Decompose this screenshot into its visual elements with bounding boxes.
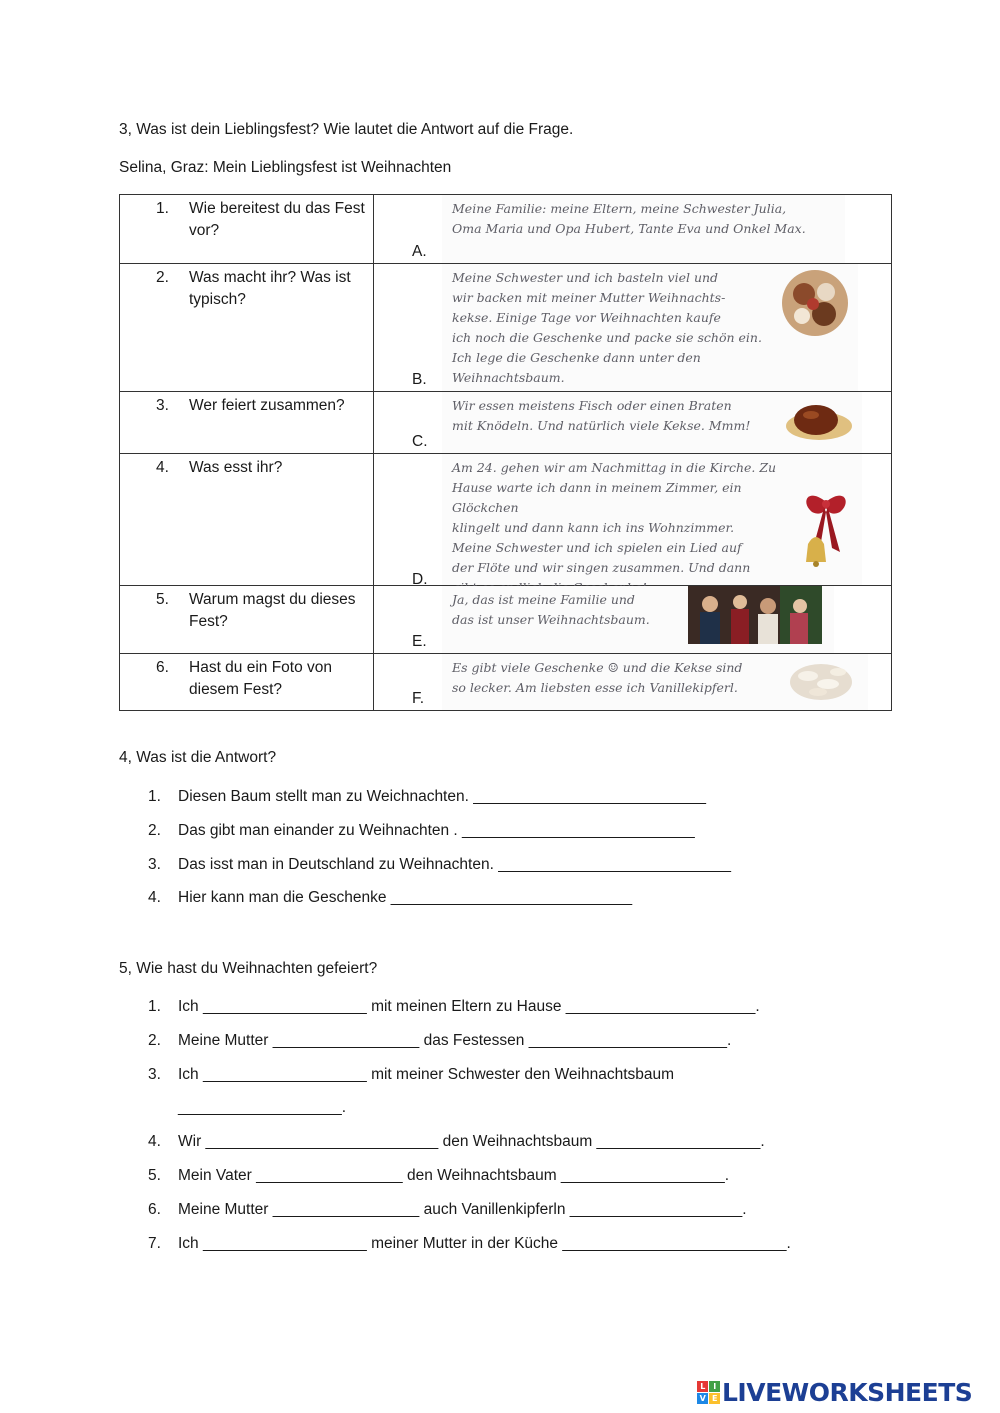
section3-subtitle: Selina, Graz: Mein Lieblingsfest ist Weihnachten — [119, 159, 452, 176]
item-number: 3. — [148, 1065, 161, 1083]
item-text: Ich ___________________ mit meinen Eltern zu Hause ______________________. — [178, 998, 760, 1015]
question-text: Was macht ihr? Was ist typisch? — [189, 269, 351, 308]
item-number: 2. — [148, 821, 161, 839]
item-text: Ich ___________________ meiner Mutter in der Küche __________________________. — [178, 1234, 791, 1252]
item-number: 1. — [148, 998, 161, 1015]
list-item[interactable] — [148, 888, 731, 922]
question-number: 3. — [156, 397, 169, 414]
list-item[interactable] — [148, 1031, 791, 1065]
item-text: ___________________. — [178, 1099, 347, 1117]
section5-title: 5, Wie hast du Weihnachten gefeiert? — [119, 960, 378, 977]
item-text: Wir ___________________________ den Weihnachtsbaum ___________________. — [178, 1133, 765, 1151]
question-text: Was esst ihr? — [189, 459, 283, 476]
question-number: 1. — [156, 200, 169, 217]
answer-card — [442, 454, 862, 585]
question-number: 4. — [156, 459, 169, 476]
section3-title: 3, Was ist dein Lieblingsfest? Wie lautet die Antwort auf die Frage. — [119, 121, 574, 138]
item-text: Meine Mutter _________________ das Festessen _______________________. — [178, 1031, 732, 1049]
logo-text: LIVEWORKSHEETS — [722, 1378, 973, 1407]
answer-text: Am 24. gehen wir am Nachmittag in die Kirche. Zu Hause warte ich dann in meinem Zimmer, ein Glöckchen klingelt und dann kann ich ins Wohnzimmer. Meine Schwester und ich spielen ein Lied auf der Flöte und wir singen zusammen. Und dann — [452, 460, 777, 575]
question-cell — [120, 454, 374, 586]
logo-tile: E — [709, 1393, 720, 1404]
question-number: 5. — [156, 591, 169, 608]
liveworksheets-logo[interactable] — [697, 1378, 972, 1407]
item-text: Mein Vater _________________ den Weihnachtsbaum ___________________. — [178, 1166, 729, 1184]
item-number: 5. — [148, 1166, 161, 1184]
item-text: Meine Mutter _________________ auch Vanillenkipferln ____________________. — [178, 1200, 747, 1218]
answer-letter: B. — [412, 371, 427, 388]
section4-list — [148, 787, 731, 922]
matching-table — [119, 194, 892, 711]
list-item[interactable] — [148, 1065, 791, 1099]
list-item[interactable] — [148, 997, 791, 1031]
table-row — [120, 586, 892, 654]
item-text: Diesen Baum stellt man zu Weichnachten. ___________________________ — [178, 788, 706, 805]
question-number: 6. — [156, 659, 169, 676]
item-number: 3. — [148, 855, 161, 873]
table-row — [120, 392, 892, 454]
family-photo-image — [688, 586, 822, 644]
answer-text: Es gibt viele Geschenke ☺ und die Kekse sind so lecker. Am liebsten esse ich Vanillekipferl. — [452, 660, 743, 695]
answer-letter: A. — [412, 243, 427, 260]
question-text: Wer feiert zusammen? — [189, 397, 345, 414]
question-text: Hast du ein Foto von diesem Fest? — [189, 659, 333, 698]
question-text: Warum magst du dieses Fest? — [189, 591, 356, 630]
item-text: Hier kann man die Geschenke ____________________________ — [178, 889, 633, 907]
answer-cell[interactable] — [374, 195, 892, 264]
question-cell — [120, 392, 374, 454]
logo-tile: V — [697, 1393, 708, 1404]
question-cell — [120, 195, 374, 264]
item-number: 2. — [148, 1031, 161, 1049]
table-row — [120, 264, 892, 392]
item-number — [148, 1098, 178, 1132]
section4-title: 4, Was ist die Antwort? — [119, 749, 277, 766]
question-cell — [120, 586, 374, 654]
list-item[interactable] — [148, 1166, 791, 1200]
answer-letter: F. — [412, 690, 425, 707]
list-item[interactable] — [148, 855, 731, 889]
answer-cell[interactable] — [374, 454, 892, 586]
vanilla-crescents-image — [788, 658, 854, 702]
answer-card — [442, 392, 862, 453]
answer-card — [442, 586, 834, 653]
item-number: 1. — [148, 788, 161, 805]
answer-letter: D. — [412, 571, 428, 588]
section5-list — [148, 997, 791, 1267]
answer-text: Wir essen meistens Fisch oder einen Braten mit Knödeln. Und natürlich viele Kekse. Mmm! — [452, 398, 751, 433]
answer-cell[interactable] — [374, 264, 892, 392]
answer-card — [442, 195, 845, 263]
answer-text: Meine Schwester und ich basteln viel und wir backen mit meiner Mutter Weihnachts- kekse. Einige Tage vor Weihnachten kaufe ich noch die Geschenke und packe sie schön ein. Ich lege die Geschenke dann unter den Weihnachtsbaum. — [452, 270, 762, 385]
item-number: 6. — [148, 1200, 161, 1218]
item-number: 4. — [148, 889, 161, 907]
answer-text: Ja, das ist meine Familie und das ist unser Weihnachtsbaum. — [452, 592, 650, 627]
table-row — [120, 195, 892, 264]
question-cell — [120, 264, 374, 392]
item-text: Das gibt man einander zu Weihnachten . ___________________________ — [178, 821, 695, 839]
answer-cell[interactable] — [374, 586, 892, 654]
list-item[interactable] — [148, 821, 731, 855]
question-text: Wie bereitest du das Fest vor? — [189, 200, 365, 239]
answer-text: Meine Familie: meine Eltern, meine Schwester Julia, Oma Maria und Opa Hubert, Tante Eva und Onkel Max. — [452, 201, 806, 236]
logo-tiles-icon — [697, 1381, 720, 1404]
list-item[interactable] — [148, 1234, 791, 1268]
logo-tile: L — [697, 1381, 708, 1392]
answer-card — [442, 264, 858, 391]
answer-cell[interactable] — [374, 654, 892, 711]
item-number: 7. — [148, 1234, 161, 1252]
roast-image — [784, 396, 854, 444]
list-item[interactable] — [148, 1200, 791, 1234]
item-text: Das isst man in Deutschland zu Weihnachten. ___________________________ — [178, 855, 731, 873]
item-number: 4. — [148, 1133, 161, 1151]
list-item[interactable] — [148, 1098, 791, 1132]
item-text: Ich ___________________ mit meiner Schwester den Weihnachtsbaum — [178, 1065, 675, 1083]
question-number: 2. — [156, 269, 169, 286]
cookies-plate-image — [780, 268, 850, 338]
answer-letter: C. — [412, 433, 428, 450]
question-cell — [120, 654, 374, 711]
answer-cell[interactable] — [374, 392, 892, 454]
list-item[interactable] — [148, 787, 731, 821]
table-row — [120, 454, 892, 586]
bell-bow-image — [798, 482, 854, 582]
table-row — [120, 654, 892, 711]
answer-letter: E. — [412, 633, 427, 650]
list-item[interactable] — [148, 1132, 791, 1166]
answer-card — [442, 654, 868, 710]
logo-tile: I — [709, 1381, 720, 1392]
